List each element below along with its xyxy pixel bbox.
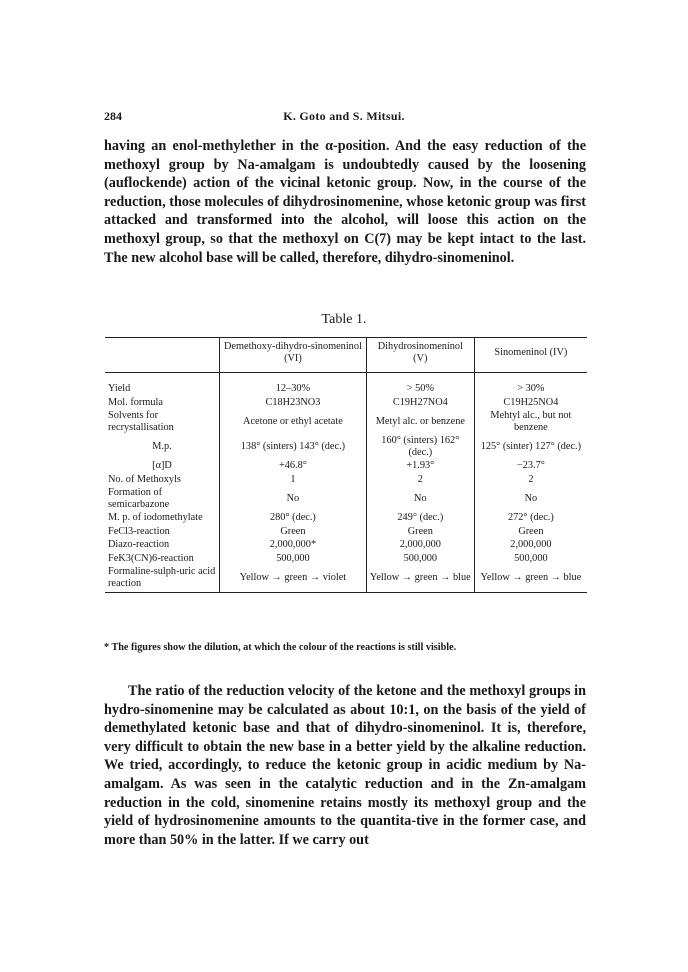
table-cell: 2,000,000 <box>366 538 474 552</box>
table-row <box>105 473 587 487</box>
table-row <box>105 525 587 539</box>
table-cell: C19H25NO4 <box>474 396 587 410</box>
row-label: Yield <box>108 383 131 394</box>
table-cell: 2,000,000* <box>220 538 367 552</box>
table-cell: 125° (sinter) 127° (dec.) <box>474 434 587 459</box>
table-row <box>105 459 587 473</box>
row-label: Solvents for recrystallisation <box>108 410 174 433</box>
table-row <box>105 434 587 459</box>
table-cell: Green <box>366 525 474 539</box>
table-cell: 160° (sinters) 162° (dec.) <box>366 434 474 459</box>
column-header: Demethoxy-dihydro-sinomeninol (VI) <box>220 338 367 373</box>
row-label: No. of Methoxyls <box>108 473 181 485</box>
table-cell: 1 <box>220 473 367 487</box>
table-cell: No <box>220 486 367 511</box>
table-cell: No <box>366 486 474 511</box>
table-row <box>105 565 587 593</box>
table-cell: 2 <box>366 473 474 487</box>
column-header: Sinomeninol (IV) <box>474 338 587 373</box>
table-corner-cell <box>105 338 220 373</box>
table-cell: Acetone or ethyl acetate <box>220 409 367 434</box>
table-cell: Yellow → green → violet <box>220 565 367 593</box>
table-cell: 2 <box>474 473 587 487</box>
table-footnote: * The figures show the dilution, at which the colour of the reactions is still visible. <box>104 642 457 653</box>
table-row <box>105 486 587 511</box>
table-cell: 500,000 <box>366 552 474 566</box>
row-label: M. p. of iodomethylate <box>108 512 203 523</box>
table-cell: −23.7° <box>474 459 587 473</box>
row-label: Formation of semicarbazone <box>108 487 170 510</box>
row-label: [α]D <box>152 460 172 471</box>
table-cell: 138° (sinters) 143° (dec.) <box>220 434 367 459</box>
table-cell: +1.93° <box>366 459 474 473</box>
table-cell: 272° (dec.) <box>474 511 587 525</box>
row-label: M.p. <box>152 440 172 452</box>
row-label: Diazo-reaction <box>108 539 170 550</box>
table-cell: C18H23NO3 <box>220 396 367 410</box>
row-label: FeCl3-reaction <box>108 525 170 537</box>
table-cell: Metyl alc. or benzene <box>366 409 474 434</box>
table-header-row <box>105 338 587 373</box>
row-label: FeK3(CN)6-reaction <box>108 552 194 564</box>
page-number: 284 <box>104 109 122 123</box>
table-row <box>105 396 587 410</box>
table-cell: Green <box>474 525 587 539</box>
table-row <box>105 373 587 396</box>
table-cell: 249° (dec.) <box>366 511 474 525</box>
table-cell: > 30% <box>474 373 587 396</box>
table-row <box>105 538 587 552</box>
table-cell: 2,000,000 <box>474 538 587 552</box>
table-cell: Yellow → green → blue <box>474 565 587 593</box>
table-cell: > 50% <box>366 373 474 396</box>
table-cell: Mehtyl alc., but not benzene <box>474 409 587 434</box>
table-cell: Green <box>220 525 367 539</box>
table-cell: C19H27NO4 <box>366 396 474 410</box>
column-header: Dihydrosinomeninol (V) <box>366 338 474 373</box>
row-label: Mol. formula <box>108 396 163 408</box>
table-cell: 12–30% <box>220 373 367 396</box>
table-cell: Yellow → green → blue <box>366 565 474 593</box>
table-row <box>105 552 587 566</box>
table-caption: Table 1. <box>321 312 367 327</box>
table-row <box>105 511 587 525</box>
table-cell: No <box>474 486 587 511</box>
row-label: Formaline-sulph-uric acid reaction <box>108 566 216 589</box>
properties-table <box>105 337 587 593</box>
table-cell: 280° (dec.) <box>220 511 367 525</box>
table-cell: 500,000 <box>474 552 587 566</box>
running-head: K. Goto and S. Mitsui. <box>283 109 405 123</box>
table-cell: 500,000 <box>220 552 367 566</box>
body-paragraph-1: having an enol-methylether in the α-position. And the easy reduction of the methoxyl group by Na-amalgam is undoubtedly caused by the loosening (auflockende) action of the vicinal ketonic group. Now, in the course of the reduction, those molecules of dihydrosinomenine, whose ketonic group was first attacked and transformed into the alcohol, will loose this action on the methoxyl group, so that the methoxyl on C(7) may be kept intact to the last. The new alcohol base will be called, therefore, dihydro-sinomeninol. <box>104 138 586 266</box>
body-paragraph-2: The ratio of the reduction velocity of the ketone and the methoxyl groups in hydro-sinomenine may be calculated as about 10:1, on the basis of the yield of demethylated ketonic base and that of dihydro-sinomeninol. It is, therefore, very difficult to obtain the new base in a better yield by the alkaline reduction. We tried, accordingly, to reduce the ketonic group in acidic medium by Na-amalgam. As was seen in the catalytic reduction and in the Zn-amalgam reduction in the cold, sinomenine retains mostly its methoxyl group and the yield of hydrosinomenine amounts to the quantita-tive in the former case, and more than 50% in the latter. If we carry out <box>104 683 586 848</box>
table-cell: +46.8° <box>220 459 367 473</box>
table-row <box>105 409 587 434</box>
